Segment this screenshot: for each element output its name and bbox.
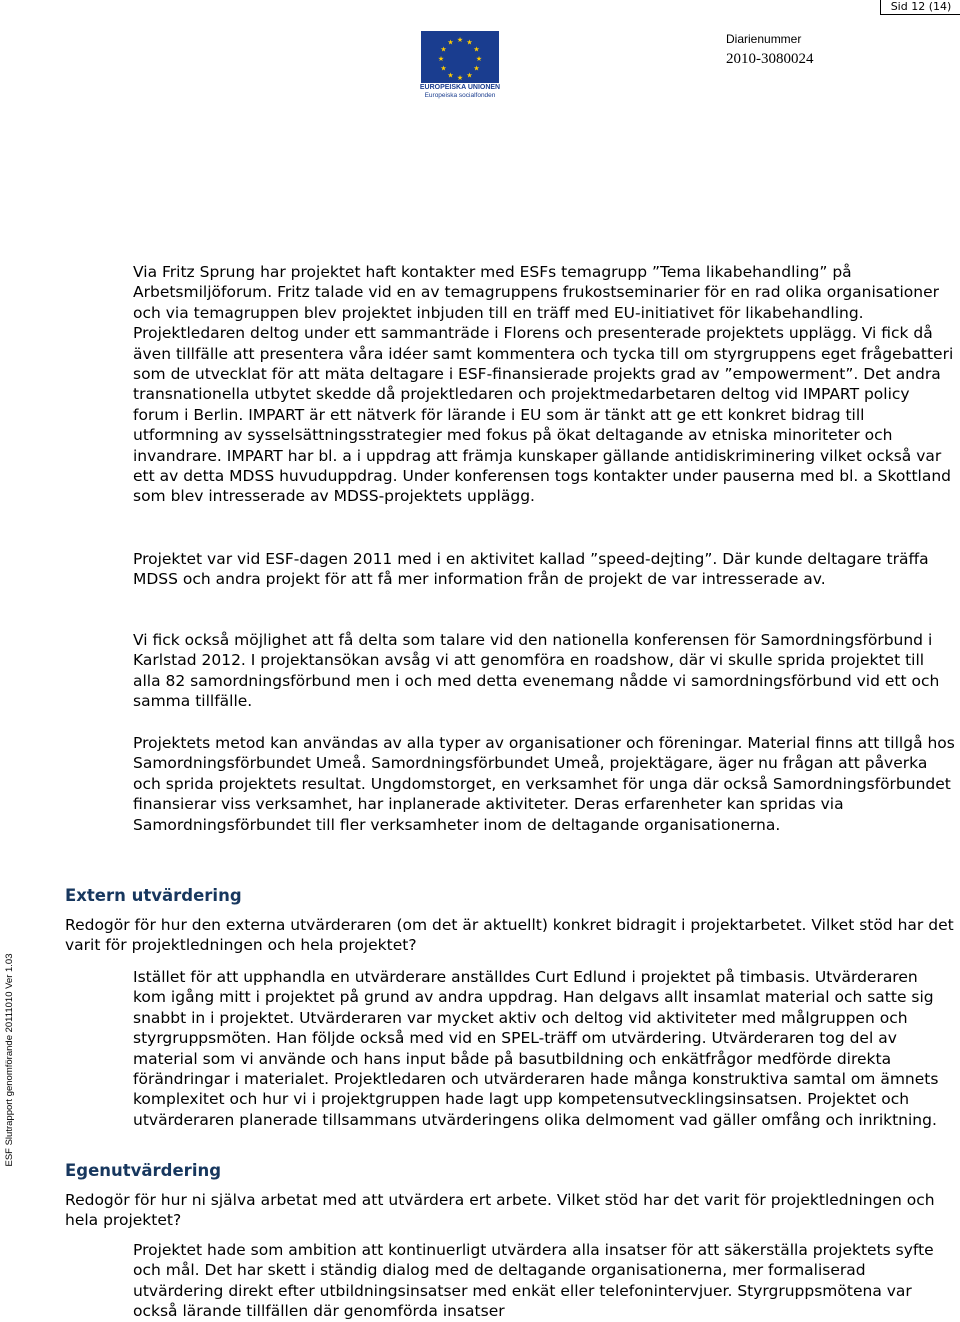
svg-text:★: ★ xyxy=(473,64,480,73)
eu-flag-icon xyxy=(421,31,499,83)
paragraph-karlstad: Vi fick också möjlighet att få delta som talare vid den nationella konferensen för Samordningsförbund i Karlstad 2012. I projektansökan avsåg vi att genomföra en roadshow, där vi skulle sprida projektet till alla 82 samordningsförbund men i och med detta evenemang nådde vi samordningsförbund vid ett och samma tillfälle. xyxy=(133,631,940,711)
question-extern: Redogör för hur den externa utvärderaren (om det är aktuellt) konkret bidragit i projektarbetet. Vilket stöd har det varit för projektledningen och hela projektet? xyxy=(65,916,954,955)
paragraph-esf-dagen: Projektet var vid ESF-dagen 2011 med i en aktivitet kallad ”speed-dejting”. Där kunde deltagare träffa MDSS och andra projekt för att få mer information från de projekt de var intresserade av. xyxy=(133,550,929,589)
diarienummer-value: 2010-3080024 xyxy=(726,51,814,67)
logo-fund-text: Europeiska socialfonden xyxy=(424,92,496,99)
svg-text:★: ★ xyxy=(447,38,454,47)
svg-text:★: ★ xyxy=(473,45,480,54)
heading-egenutvardering: Egenutvärdering xyxy=(65,1161,222,1180)
question-egen: Redogör för hur ni själva arbetat med att utvärdera ert arbete. Vilket stöd har det varit för projektledningen och hela projektet? xyxy=(65,1191,935,1230)
logo-union-text: EUROPEISKA UNIONEN xyxy=(419,84,501,91)
page-number: Sid 12 (14) xyxy=(880,0,960,15)
diarienummer-label: Diarienummer xyxy=(726,32,802,46)
paragraph-method: Projektets metod kan användas av alla typer av organisationer och föreningar. Material finns att tillgå hos Samordningsförbundet Umeå. Samordningsförbundet Umeå, projektägare, äger nu frågan att påverka och sprida projektets resultat. Ungdomstorget, en verksamhet för unga där också Samordningsförbundet finansierar viss verksamhet, har inplanerade aktiviteter. Deras erfarenheter kan spridas via Samordningsförbundet till fler verksamheter inom de deltagande organisationerna. xyxy=(133,734,955,834)
diarienummer-block xyxy=(726,31,814,69)
svg-text:★: ★ xyxy=(447,71,454,80)
side-version-text: ESF Slutrapport genomförande 20111010 Ver 1.03 xyxy=(4,953,15,1167)
heading-extern-utvardering: Extern utvärdering xyxy=(65,886,242,905)
eu-logo xyxy=(418,31,502,99)
svg-text:★: ★ xyxy=(456,74,464,82)
svg-text:★: ★ xyxy=(437,55,445,63)
paragraph-transnational: Via Fritz Sprung har projektet haft kontakter med ESFs temagrupp ”Tema likabehandling” på Arbetsmiljöforum. Fritz talade vid en av temagruppens frukostseminarier för en rad olika organisationer och via temagruppen blev projektet inbjuden till en träff med EU-initiativet för likabehandling. Projektledaren deltog under ett sammanträde i Florens och presenterade projektets upplägg. Vi fick då även tillfälle att presentera våra idéer samt kommentera och tycka till om styrgruppens eget frågebatteri som de utvecklat för att mäta deltagare i ESF-finansierade projekts grad av ”empowerment”. Det andra transnationella utbytet skedde då projektledaren och projektmedarbetaren deltog vid IMPART policy forum i Berlin. IMPART är ett nätverk för lärande i EU som är tänkt att ge ett konkret bidrag till utformning av sysselsättningsstrategier med fokus på ökat deltagande av etniska minoriteter och invandrare. IMPART har bl. a i uppdrag att främja kunskaper gällande antidiskriminering vilket också var ett av detta MDSS huvuduppdrag. Under konferensen togs kontakter under pauserna med bl. a Skottland som blev intresserade av MDSS-projektets upplägg. xyxy=(133,263,954,506)
answer-egen: Projektet hade som ambition att kontinuerligt utvärdera alla insatser för att säkerställa projektets syfte och mål. Det har skett i ständig dialog med de deltagande organisationerna, mer formaliserad utvärdering direkt efter utbildningsinsatser med enkät eller telefonintervjuer. Styrgruppsmötena var också lärande tillfällen där genomförda insatser xyxy=(133,1241,934,1321)
svg-text:★: ★ xyxy=(475,55,483,63)
svg-text:★: ★ xyxy=(440,64,447,73)
svg-text:★: ★ xyxy=(440,45,447,54)
answer-extern: Istället för att upphandla en utvärderare anställdes Curt Edlund i projektet på timbasis. Utvärderaren kom igång mitt i projektet på grund av andra uppdrag. Han delgavs allt insamlat material och satte sig snabbt in i projektet. Utvärderaren var mycket aktiv och deltog vid aktiviteter med målgruppen och styrgruppsmöten. Han följde också med vid en SPEL-träff om utvärdering. Utvärderaren tog del av material som vi använde och hans input både på basutbildning och enkätfrågor medförde direkta förändringar i materialet. Projektledaren och utvärderaren hade många konstruktiva samtal om ämnets komplexitet och hur vi i projektgruppen hade lagt upp kompetensutvecklingsinsatsen. Projektet och utvärderaren planerade tillsammans utvärderingens olika delmoment vad gäller omfång och inriktning. xyxy=(133,968,939,1129)
svg-text:★: ★ xyxy=(456,36,464,44)
svg-text:★: ★ xyxy=(466,71,473,80)
svg-text:★: ★ xyxy=(466,38,473,47)
